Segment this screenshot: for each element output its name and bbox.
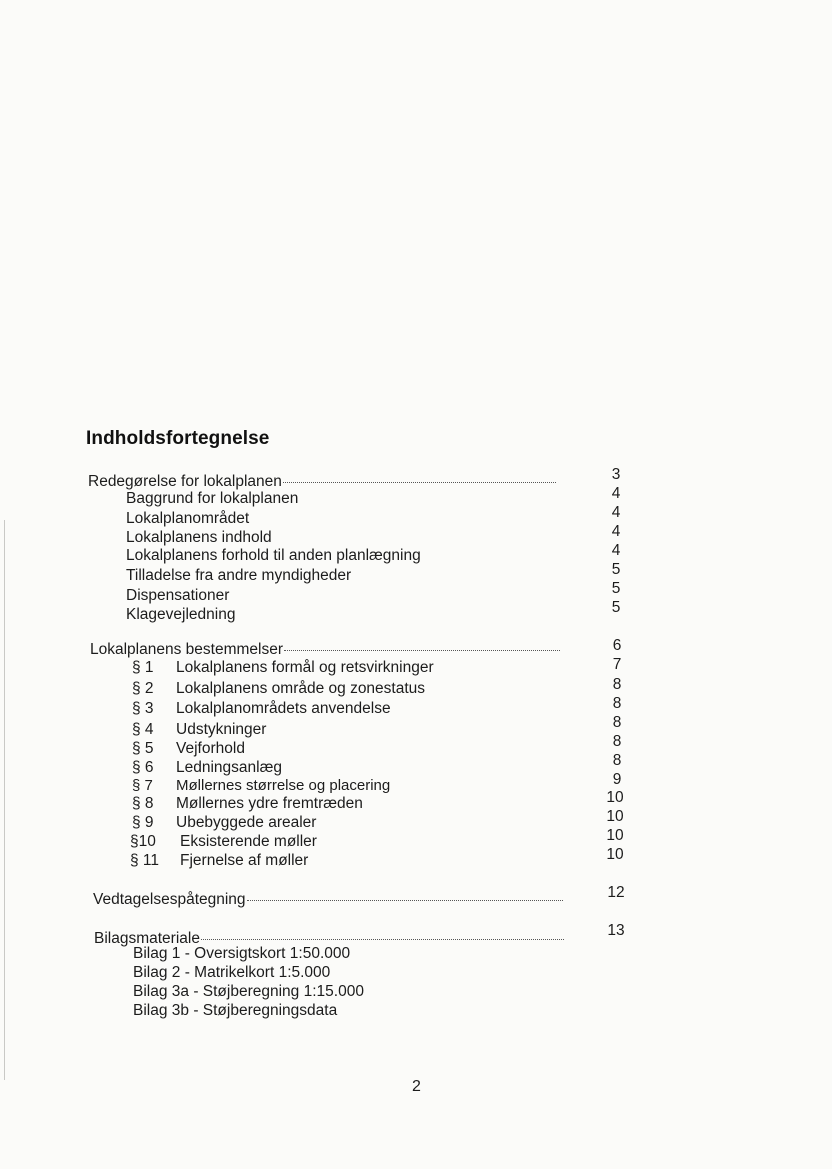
toc-item-label: Møllernes ydre fremtræden (176, 795, 363, 812)
toc-page-number: 10 (606, 808, 624, 825)
paragraph-number: § 7 (132, 777, 153, 794)
toc-page-number: 5 (611, 561, 621, 578)
toc-item: Bilag 3a - Støjberegning 1:15.000 (133, 983, 364, 1000)
toc-item-label: Ledningsanlæg (176, 759, 283, 776)
toc-item (132, 777, 390, 795)
toc-item: Klagevejledning (126, 606, 236, 623)
toc-item: Lokalplanens forhold til anden planlægning (126, 547, 421, 564)
toc-item-label: Lokalplanens område og zonestatus (176, 680, 426, 697)
toc-page-number: 9 (612, 771, 622, 788)
toc-item (132, 814, 316, 832)
toc-item: Dispensationer (126, 587, 230, 604)
toc-page-number: 3 (611, 466, 621, 483)
paragraph-number: § 1 (132, 659, 154, 676)
toc-item-label: Lokalplanens formål og retsvirkninger (176, 659, 434, 676)
toc-item (132, 700, 391, 718)
paragraph-number: § 6 (132, 759, 154, 776)
toc-item: Bilag 3b - Støjberegningsdata (133, 1002, 338, 1019)
toc-page-number: 5 (611, 599, 621, 616)
toc-item: Lokalplanens indhold (126, 529, 272, 546)
toc-item-label: Lokalplanområdets anvendelse (176, 700, 391, 717)
toc-section-label: Redegørelse for lokalplanen (88, 473, 282, 490)
paragraph-number: § 8 (132, 795, 154, 812)
paragraph-number: § 11 (130, 852, 160, 869)
toc-item-label: Udstykninger (176, 721, 267, 738)
toc-item (132, 759, 282, 777)
toc-page-number: 4 (611, 485, 621, 502)
paragraph-number: § 4 (132, 721, 154, 738)
toc-page-number: 10 (606, 846, 624, 863)
toc-page-number: 6 (612, 637, 622, 654)
paragraph-number: § 3 (132, 700, 154, 717)
toc-section-label: Bilagsmateriale (94, 930, 200, 947)
toc-item-label: Eksisterende møller (180, 833, 317, 850)
toc-page-number: 13 (607, 922, 625, 939)
toc-item (130, 852, 308, 870)
toc-section-label: Lokalplanens bestemmelser (90, 641, 283, 658)
toc-item: Lokalplanområdet (126, 510, 250, 527)
toc-item-label: Møllernes størrelse og placering (176, 777, 391, 794)
dot-leader (284, 650, 560, 651)
scan-edge-line (4, 520, 5, 1080)
toc-section-bestemmelser (90, 641, 560, 659)
dot-leader (283, 482, 556, 483)
dot-leader (201, 939, 564, 940)
toc-page-number: 8 (612, 676, 622, 693)
toc-item (132, 680, 425, 698)
toc-page-number: 12 (607, 884, 625, 901)
toc-item-label: Ubebyggede arealer (176, 814, 317, 831)
paragraph-number: § 5 (132, 740, 154, 757)
toc-item: Baggrund for lokalplanen (126, 490, 299, 507)
paragraph-number: § 2 (132, 680, 154, 697)
toc-item (132, 659, 434, 677)
toc-section-redegorelse (88, 473, 556, 491)
toc-page-number: 8 (612, 752, 622, 769)
dot-leader (247, 900, 563, 901)
paragraph-number: § 9 (132, 814, 154, 831)
toc-page-number: 4 (611, 523, 621, 540)
toc-page-number: 10 (606, 827, 624, 844)
toc-item (132, 795, 363, 813)
toc-page-number: 8 (612, 714, 622, 731)
toc-item-label: Fjernelse af møller (180, 852, 309, 869)
page-number: 2 (412, 1078, 421, 1095)
toc-section-vedtagelse (93, 891, 563, 909)
toc-page-number: 4 (611, 504, 621, 521)
toc-page-number: 7 (612, 656, 622, 673)
page-title: Indholdsfortegnelse (86, 428, 270, 449)
toc-item (132, 721, 266, 739)
paragraph-number: §10 (130, 833, 156, 850)
toc-section-label: Vedtagelsespåtegning (93, 891, 246, 908)
toc-item: Bilag 1 - Oversigtskort 1:50.000 (133, 945, 351, 962)
toc-page-number: 10 (606, 789, 624, 806)
toc-item (130, 833, 317, 851)
toc-item-label: Vejforhold (176, 740, 245, 757)
toc-page-number: 8 (612, 695, 622, 712)
toc-page-number: 5 (611, 580, 621, 597)
toc-item (132, 740, 245, 758)
toc-item: Tilladelse fra andre myndigheder (126, 567, 352, 584)
toc-item: Bilag 2 - Matrikelkort 1:5.000 (133, 964, 331, 981)
toc-page-number: 8 (612, 733, 622, 750)
toc-page-number: 4 (611, 542, 621, 559)
